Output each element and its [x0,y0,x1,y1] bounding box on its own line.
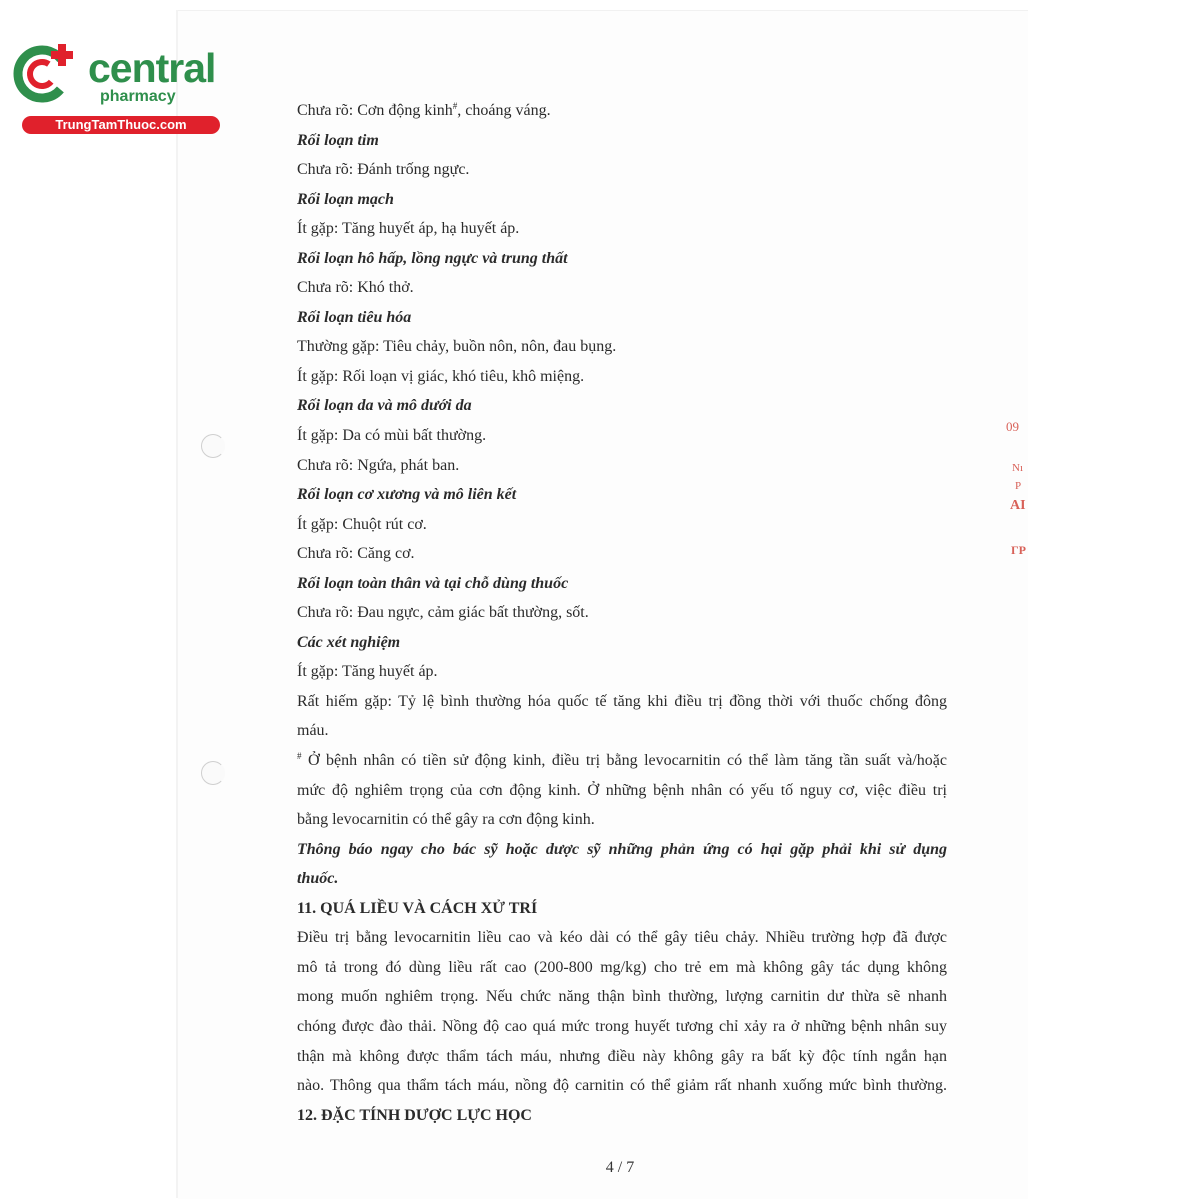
line-text: mô tả trong đó dùng liều rất cao (200-800 mg/kg) cho trẻ em mà không gây tác dụng không [297,958,947,976]
line-text: Rối loạn hô hấp, lồng ngực và trung thất [297,249,568,267]
line-text: thận mà không được thẩm tách máu, nhưng điều này không gây ra bất kỳ độc tính ngắn hạn [297,1047,947,1065]
line-text: Rối loạn tim [297,131,379,149]
subheading [297,244,947,274]
line-text: Ít gặp: Tăng huyết áp, hạ huyết áp. [297,220,520,238]
line-text: bằng levocarnitin có thể gây ra cơn động kinh. [297,811,595,829]
body-text-line [297,539,947,569]
body-text-line [297,96,947,126]
line-text: Ít gặp: Chuột rút cơ. [297,515,427,533]
body-text-line [297,953,947,983]
body-text-line [297,746,947,776]
line-text: Chưa rõ: Đánh trống ngực. [297,161,470,179]
line-text: Ít gặp: Tăng huyết áp. [297,663,438,681]
logo-website-badge: TrungTamThuoc.com [22,116,220,134]
line-text-tail: , choáng váng. [457,102,551,119]
body-text-line [297,451,947,481]
line-text: máu. [297,722,329,740]
stamp-fragment: 09 [1006,419,1019,434]
body-text-line [297,1071,947,1101]
line-text: Chưa rõ: Cơn động kinh [297,102,453,119]
body-text-line [297,1012,947,1042]
line-text: Chưa rõ: Đau ngực, cảm giác bất thường, sốt. [297,604,589,622]
section-heading [297,894,947,924]
line-text: Thông báo ngay cho bác sỹ hoặc dược sỹ những phản ứng có hại gặp phải khi sử dụng [297,840,947,858]
line-text: Ít gặp: Rối loạn vị giác, khó tiêu, khô miệng. [297,367,585,385]
line-text: Rối loạn cơ xương và mô liên kết [297,486,517,504]
body-text-line [297,155,947,185]
subheading [297,126,947,156]
body-text-line [297,362,947,392]
line-text: Chưa rõ: Ngứa, phát ban. [297,456,460,474]
stamp-fragment: Nı [1012,462,1023,474]
body-text-line [297,510,947,540]
line-text: Chưa rõ: Căng cơ. [297,545,415,563]
punch-hole [201,434,225,458]
logo-brand-text: central [88,45,216,91]
line-text: Rối loạn mạch [297,190,394,208]
line-text: Rối loạn da và mô dưới da [297,397,472,415]
page-number: 4 / 7 [605,1159,635,1176]
section-heading [297,1101,947,1131]
line-text: mức độ nghiêm trọng của cơn động kinh. Ở những bệnh nhân có yếu tố nguy cơ, việc điều trị [297,781,947,799]
line-text: Thường gặp: Tiêu chảy, buồn nôn, nôn, đau bụng. [297,338,617,356]
stamp-fragment: ГР [1011,543,1026,557]
line-text: 11. QUÁ LIỀU VÀ CÁCH XỬ TRÍ [297,899,538,917]
body-text-line [297,332,947,362]
line-text: chóng được đào thải. Nồng độ cao quá mức trong huyết tương chỉ xảy ra ở những bệnh nhân suy [297,1017,947,1035]
subheading [297,569,947,599]
line-text: nào. Thông qua thẩm tách máu, nồng độ carnitin có thể giảm rất nhanh xuống mức bình thường. [297,1077,947,1095]
document-body [297,96,947,1130]
line-text: mong muốn nghiêm trọng. Nếu chức năng thận bình thường, lượng carnitin dư thừa sẽ nhanh [297,988,947,1006]
punch-hole [201,761,225,785]
line-text: 12. ĐẶC TÍNH DƯỢC LỰC HỌC [297,1106,532,1124]
warning-notice [297,835,947,865]
line-text: Rối loạn tiêu hóa [297,308,412,326]
body-text-line [297,657,947,687]
subheading [297,185,947,215]
body-text-line [297,923,947,953]
line-text: Chưa rõ: Khó thở. [297,279,414,297]
stamp-fragment: P [1015,480,1022,492]
body-text-line [297,1042,947,1072]
subheading [297,303,947,333]
line-text: Điều trị bằng levocarnitin liều cao và kéo dài có thể gây tiêu chảy. Nhiều trường hợp đã được [297,929,947,947]
subheading [297,391,947,421]
footnote-marker: # [452,101,458,111]
body-text-line [297,598,947,628]
body-text-line [297,273,947,303]
stamp-fragment: AI [1010,498,1026,513]
subheading [297,628,947,658]
line-text: Rất hiếm gặp: Tỷ lệ bình thường hóa quốc tế tăng khi điều trị đồng thời với thuốc chống đông [297,692,947,710]
central-logo-icon [10,38,82,110]
subheading [297,480,947,510]
subheading [297,864,947,894]
footnote-marker: # [297,751,302,762]
logo-subtitle: pharmacy [100,88,176,105]
line-text: Ít gặp: Da có mùi bất thường. [297,427,487,445]
line-text: thuốc. [297,870,339,888]
central-pharmacy-logo [10,38,216,136]
body-text-line [297,687,947,717]
body-text-line [297,805,947,835]
body-text-line [297,776,947,806]
body-text-line [297,214,947,244]
line-text: Ở bệnh nhân có tiền sử động kinh, điều trị bằng levocarnitin có thể làm tăng tần suất và/hoặc [301,752,947,770]
body-text-line [297,982,947,1012]
body-text-line [297,421,947,451]
line-text: Rối loạn toàn thân và tại chỗ dùng thuốc [297,574,569,592]
line-text: Các xét nghiệm [297,633,401,651]
body-text-line [297,716,947,746]
